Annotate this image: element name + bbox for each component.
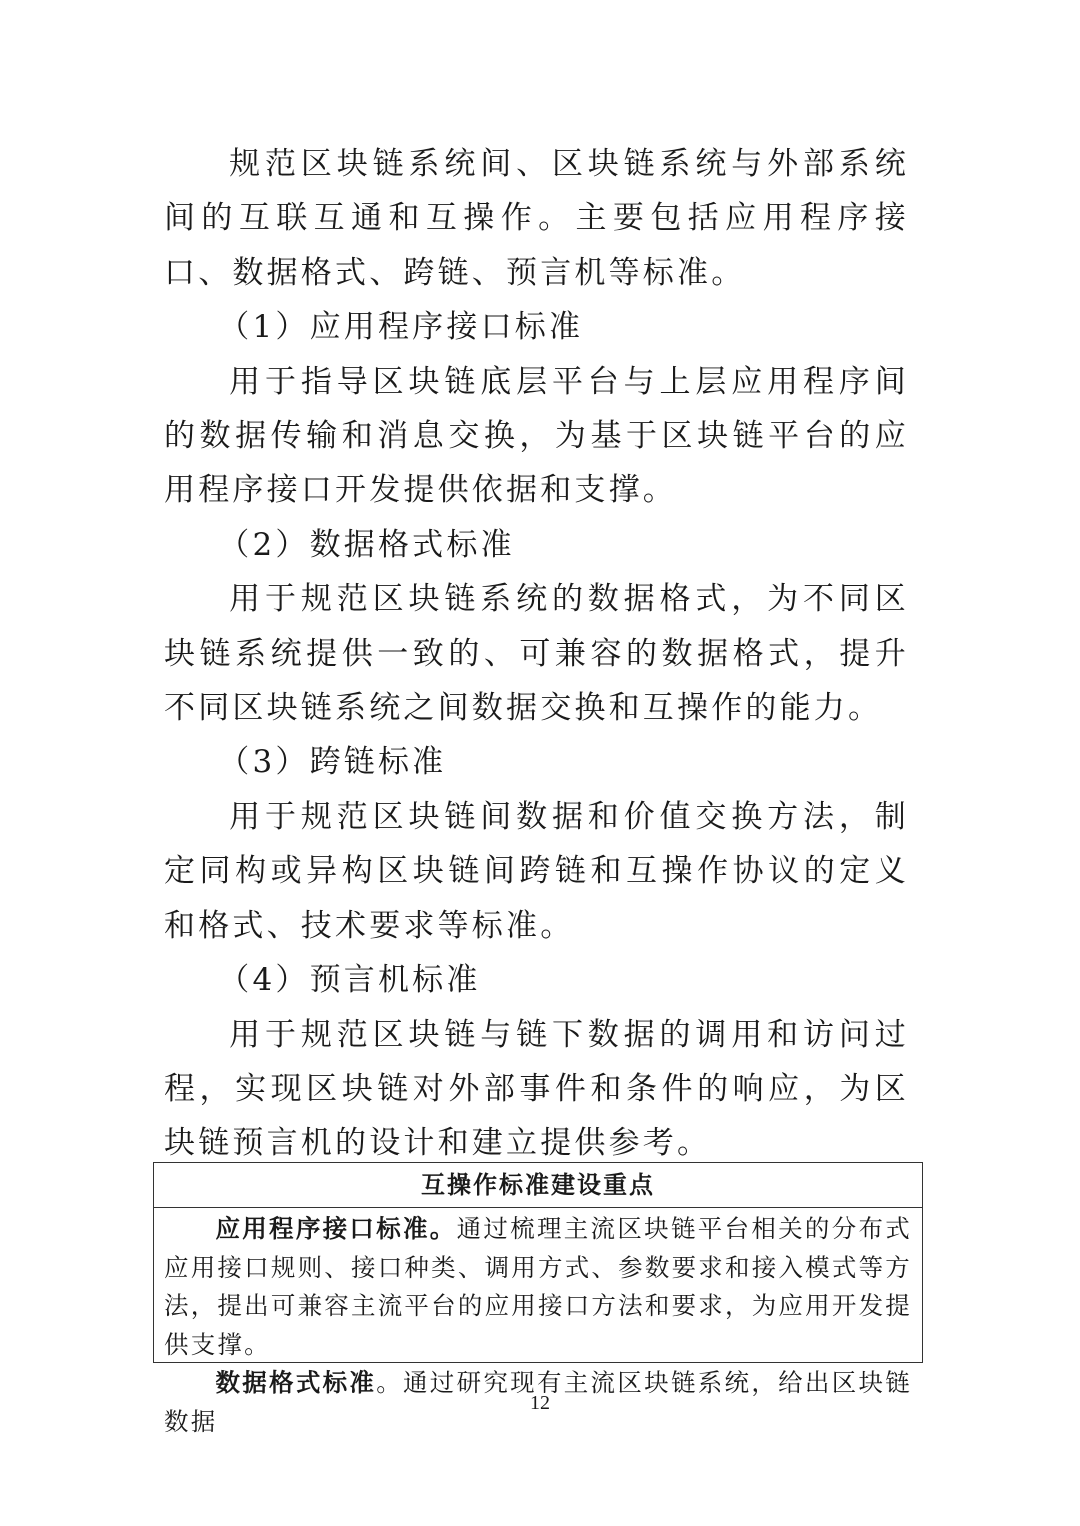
- section-heading-oracle: （4）预言机标准: [218, 962, 481, 999]
- oracle-paragraph: 用于规范区块链与链下数据的调用和访问过程，实现区块链对外部事件和条件的响应，为区块链预言机的设计和建立提供参考。: [164, 1016, 909, 1162]
- cross-chain-paragraph: 用于规范区块链间数据和价值交换方法，制定同构或异构区块链间跨链和互操作协议的定义和格式、技术要求等标准。: [164, 798, 909, 944]
- box-item-label: 应用程序接口标准。: [215, 1214, 457, 1243]
- box-item-label: 数据格式标准: [215, 1368, 377, 1397]
- box-title: 互操作标准建设重点: [154, 1163, 922, 1208]
- box-item: [164, 1210, 912, 1364]
- section-heading-api: （1）应用程序接口标准: [218, 309, 584, 346]
- page-number: 12: [530, 1392, 550, 1414]
- intro-paragraph: 规范区块链系统间、区块链系统与外部系统间的互联互通和互操作。主要包括应用程序接口、数据格式、跨链、预言机等标准。: [164, 146, 909, 291]
- section-heading-data-format: （2）数据格式标准: [218, 526, 515, 563]
- box-item-text: 。通过研究现有主流区块链系统，给出区块链数据: [164, 1368, 912, 1436]
- body-text: [164, 137, 909, 1171]
- section-heading-cross-chain: （3）跨链标准: [218, 744, 447, 781]
- box-item-text: 通过梳理主流区块链平台相关的分布式应用接口规则、接口种类、调用方式、参数要求和接入模式等方法，提出可兼容主流平台的应用接口方法和要求，为应用开发提供支撑。: [164, 1214, 912, 1359]
- api-paragraph: 用于指导区块链底层平台与上层应用程序间的数据传输和消息交换，为基于区块链平台的应用程序接口开发提供依据和支撑。: [164, 363, 909, 509]
- data-format-paragraph: 用于规范区块链系统的数据格式，为不同区块链系统提供一致的、可兼容的数据格式，提升不同区块链系统之间数据交换和互操作的能力。: [164, 581, 909, 727]
